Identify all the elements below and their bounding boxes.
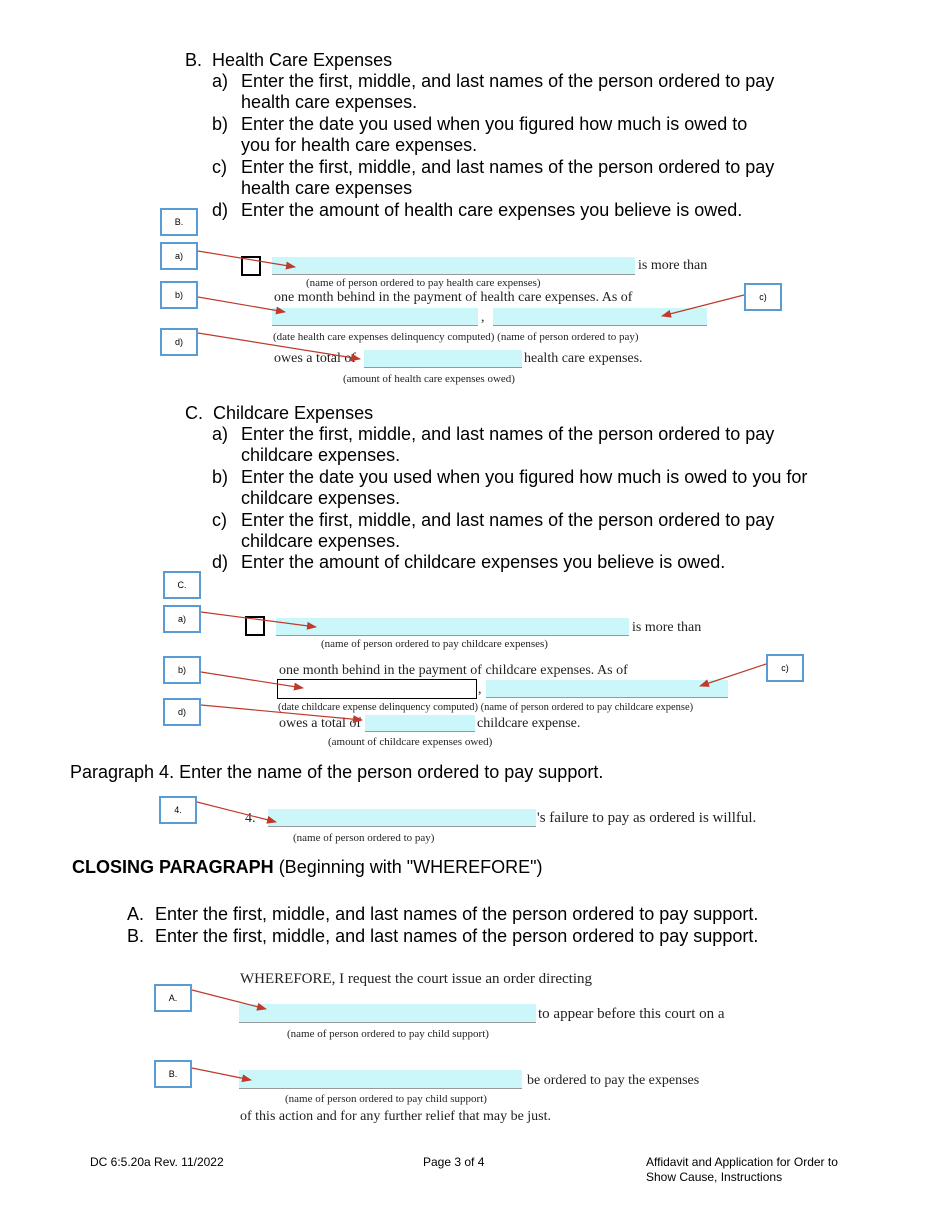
cc-comma: , — [478, 682, 482, 697]
health-care-checkbox[interactable] — [241, 256, 261, 276]
hc-line2: one month behind in the payment of health care expenses. As of — [274, 290, 633, 305]
cc-owes: owes a total of — [279, 716, 362, 731]
callout-b-c: c) — [744, 283, 782, 311]
section-b-item-d-letter: d) — [212, 200, 229, 220]
hc-caption-amount: (amount of health care expenses owed) — [343, 373, 515, 385]
paragraph-4-payer-name-field[interactable] — [268, 809, 536, 827]
cc-is-more-than: is more than — [632, 620, 702, 635]
section-b-item-a-line2: health care expenses. — [241, 92, 418, 112]
section-c-heading: Childcare Expenses — [213, 403, 374, 423]
section-b-item-b-line2: you for health care expenses. — [241, 135, 478, 155]
wherefore-line: WHEREFORE, I request the court issue an order directing — [240, 971, 592, 987]
hc-health-care-expenses: health care expenses. — [524, 351, 643, 366]
section-c-item-d-letter: d) — [212, 552, 229, 572]
closing-caption-1: (name of person ordered to pay child support) — [287, 1028, 489, 1040]
p4-caption: (name of person ordered to pay) — [293, 832, 435, 844]
childcare-amount-field[interactable] — [365, 715, 475, 732]
childcare-date-field[interactable] — [277, 679, 477, 699]
closing-last-line: of this action and for any further relief that may be just. — [240, 1109, 552, 1124]
callout-c-d: d) — [163, 698, 201, 726]
section-b-item-b-letter: b) — [212, 114, 229, 134]
footer-form-id: DC 6:5.20a Rev. 11/2022 — [90, 1155, 224, 1169]
footer-page-number: Page 3 of 4 — [423, 1155, 485, 1169]
section-b-item-c-letter: c) — [212, 157, 227, 177]
section-c-heading-letter: C. — [185, 403, 203, 423]
section-b-item-d-line1: Enter the amount of health care expenses you believe is owed. — [241, 200, 743, 220]
footer-title-line2: Show Cause, Instructions — [646, 1170, 783, 1184]
p4-suffix: 's failure to pay as ordered is willful. — [537, 810, 757, 826]
callout-c-b: b) — [163, 656, 201, 684]
callout-b-d: d) — [160, 328, 198, 356]
callout-closing-a: A. — [154, 984, 192, 1012]
closing-item-b-text: Enter the first, middle, and last names of the person ordered to pay support. — [155, 926, 759, 946]
section-c-item-b-line1: Enter the date you used when you figured how much is owed to you for — [241, 467, 808, 487]
closing-be-ordered: be ordered to pay the expenses — [527, 1073, 700, 1088]
hc-caption-date-name: (date health care expenses delinquency computed) (name of person ordered to pay) — [273, 331, 639, 343]
childcare-payer-name2-field[interactable] — [486, 680, 728, 698]
cc-caption-amount: (amount of childcare expenses owed) — [328, 736, 493, 748]
section-c-item-a-line2: childcare expenses. — [241, 445, 401, 465]
section-c-item-d-line1: Enter the amount of childcare expenses you believe is owed. — [241, 552, 726, 572]
section-b-item-a-line1: Enter the first, middle, and last names of the person ordered to pay — [241, 71, 775, 91]
closing-caption-2: (name of person ordered to pay child support) — [285, 1093, 487, 1105]
p4-number: 4. — [245, 811, 256, 826]
hc-comma: , — [481, 310, 485, 325]
closing-item-b-letter: B. — [127, 926, 145, 946]
callout-c-a: a) — [163, 605, 201, 633]
section-c-item-c-line2: childcare expenses. — [241, 531, 401, 551]
callout-c-c: c) — [766, 654, 804, 682]
hc-is-more-than: is more than — [638, 258, 708, 273]
callout-4: 4. — [159, 796, 197, 824]
health-care-payer-name2-field[interactable] — [493, 308, 707, 326]
closing-heading-bold: CLOSING PARAGRAPH — [72, 857, 274, 877]
section-b-item-a-letter: a) — [212, 71, 229, 91]
health-care-amount-field[interactable] — [364, 350, 522, 368]
hc-caption-name: (name of person ordered to pay health care expenses) — [306, 277, 541, 289]
health-care-date-field[interactable] — [272, 308, 478, 326]
cc-line2: one month behind in the payment of childcare expenses. As of — [279, 663, 628, 678]
arrow-4 — [197, 802, 276, 822]
hc-owes: owes a total of — [274, 351, 357, 366]
childcare-checkbox[interactable] — [245, 616, 265, 636]
callout-b-a: a) — [160, 242, 198, 270]
callout-b-b: b) — [160, 281, 198, 309]
section-c-item-c-line1: Enter the first, middle, and last names of the person ordered to pay — [241, 510, 775, 530]
footer-title-line1: Affidavit and Application for Order to — [646, 1155, 838, 1169]
childcare-payer-name-field[interactable] — [276, 618, 629, 636]
closing-heading-rest: (Beginning with "WHEREFORE") — [273, 857, 543, 877]
section-b-heading: Health Care Expenses — [212, 50, 393, 70]
section-b-item-c-line2: health care expenses — [241, 178, 413, 198]
cc-childcare-expense: childcare expense. — [477, 716, 581, 731]
callout-c: C. — [163, 571, 201, 599]
section-b-heading-letter: B. — [185, 50, 203, 70]
paragraph-4-instruction: Paragraph 4. Enter the name of the person ordered to pay support. — [70, 762, 604, 782]
section-c-item-b-line2: childcare expenses. — [241, 488, 401, 508]
section-c-item-a-line1: Enter the first, middle, and last names of the person ordered to pay — [241, 424, 775, 444]
closing-item-a-letter: A. — [127, 904, 145, 924]
closing-appear: to appear before this court on a — [538, 1006, 725, 1022]
callout-b: B. — [160, 208, 198, 236]
cc-caption-name: (name of person ordered to pay childcare expenses) — [321, 638, 548, 650]
section-c-item-c-letter: c) — [212, 510, 227, 530]
section-c-item-b-letter: b) — [212, 467, 229, 487]
health-care-payer-name-field[interactable] — [272, 257, 635, 275]
closing-payer-name-field-a[interactable] — [239, 1004, 536, 1023]
callout-closing-b: B. — [154, 1060, 192, 1088]
section-b-item-c-line1: Enter the first, middle, and last names of the person ordered to pay — [241, 157, 775, 177]
cc-caption-date-name: (date childcare expense delinquency computed) (name of person ordered to pay childcare expense) — [278, 702, 694, 713]
closing-heading — [72, 857, 543, 878]
section-c-item-a-letter: a) — [212, 424, 229, 444]
section-b-item-b-line1: Enter the date you used when you figured how much is owed to — [241, 114, 748, 134]
closing-payer-name-field-b[interactable] — [239, 1070, 522, 1089]
closing-item-a-text: Enter the first, middle, and last names of the person ordered to pay support. — [155, 904, 759, 924]
